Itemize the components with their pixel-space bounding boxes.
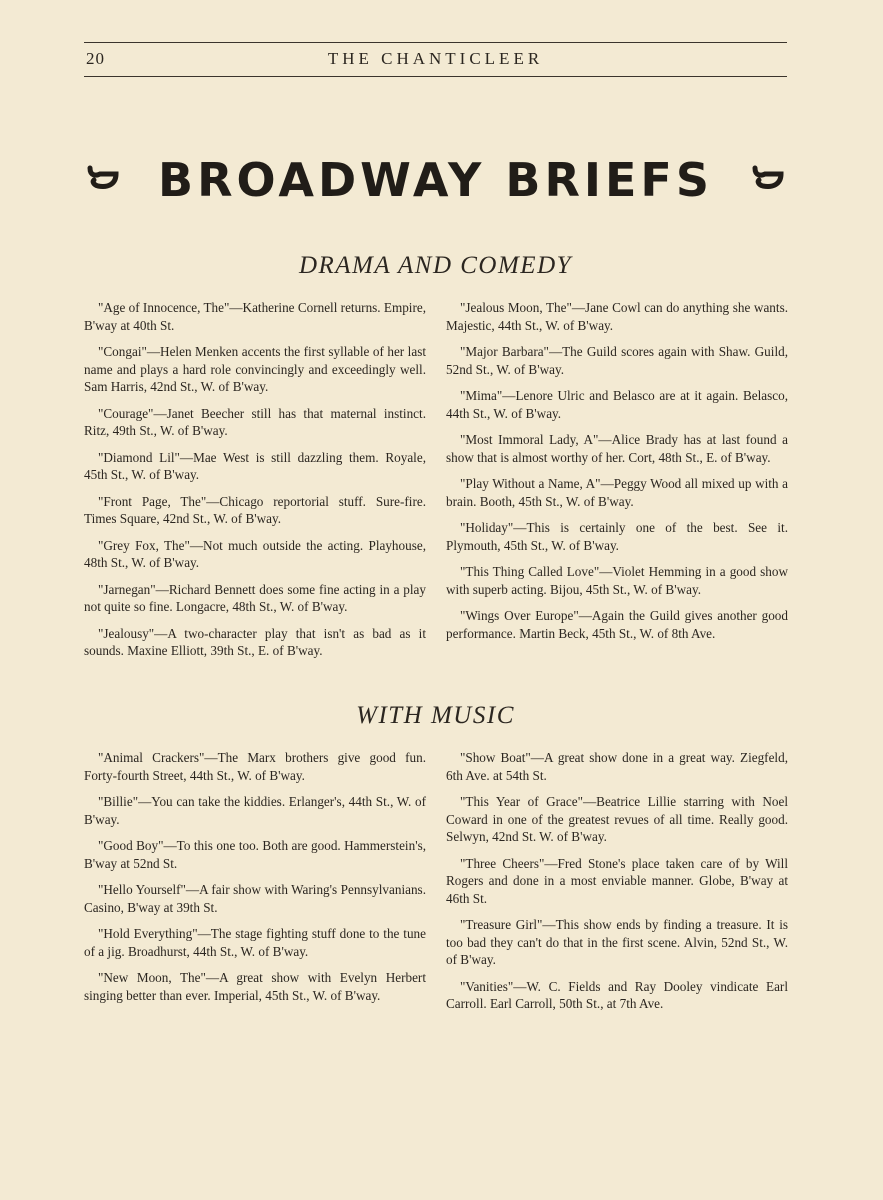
music-left-column — [84, 749, 426, 1013]
section-title-drama-comedy: DRAMA AND COMEDY — [298, 252, 573, 279]
list-item: "Show Boat"—A great show done in a great way. Ziegfeld, 6th Ave. at 54th St. — [446, 750, 788, 783]
drama-left-column — [84, 299, 426, 669]
list-item: "Hello Yourself"—A fair show with Waring's Pennsylvanians. Casino, B'way at 39th St. — [84, 882, 426, 915]
main-title: BROADWAY BRIEFS — [158, 153, 713, 207]
title-banner — [84, 150, 787, 210]
list-item: "Hold Everything"—The stage fighting stuff done to the tune of a jig. Broadhurst, 44th St., W. of B'way. — [84, 926, 426, 959]
list-item: "Billie"—You can take the kiddies. Erlanger's, 44th St., W. of B'way. — [84, 794, 426, 827]
list-item: "Most Immoral Lady, A"—Alice Brady has at last found a show that is almost worthy of her. Cort, 48th St., E. of B'way. — [446, 432, 788, 465]
list-item: "Three Cheers"—Fred Stone's place taken care of by Will Rogers and done in a most enviable manner. Globe, B'way at 46th St. — [446, 855, 788, 906]
list-item: "Good Boy"—To this one too. Both are good. Hammerstein's, B'way at 52nd St. — [84, 838, 426, 871]
list-item: "Jealous Moon, The"—Jane Cowl can do anything she wants. Majestic, 44th St., W. of B'way. — [446, 300, 788, 333]
list-item: "Holiday"—This is certainly one of the best. See it. Plymouth, 45th St., W. of B'way. — [446, 520, 788, 553]
list-item: "This Year of Grace"—Beatrice Lillie starring with Noel Coward in one of the greatest revues of all time. Really good. Selwyn, 42nd St. W. of B'way. — [446, 794, 788, 844]
list-item: "Treasure Girl"—This show ends by finding a treasure. It is too bad they can't do that in the first scene. Alvin, 52nd St., W. of B'way. — [446, 917, 788, 967]
header-rule-top — [84, 42, 787, 43]
list-item: "Play Without a Name, A"—Peggy Wood all mixed up with a brain. Booth, 45th St., W. of B'way. — [446, 476, 788, 509]
page-number: 20 — [86, 49, 105, 68]
section-title-with-music: WITH MUSIC — [356, 702, 515, 729]
list-item: "Diamond Lil"—Mae West is still dazzling them. Royale, 45th St., W. of B'way. — [84, 449, 426, 482]
drama-right-column — [446, 299, 788, 651]
publication-title: THE CHANTICLEER — [327, 49, 544, 68]
list-item: "New Moon, The"—A great show with Evelyn Herbert singing better than ever. Imperial, 45th St., W. of B'way. — [84, 970, 426, 1003]
list-item: "Jealousy"—A two-character play that isn't as bad as it sounds. Maxine Elliott, 39th St., E. of B'way. — [84, 625, 426, 658]
list-item: "Vanities"—W. C. Fields and Ray Dooley vindicate Earl Carroll. Earl Carroll, 50th St., at 7th Ave. — [446, 978, 788, 1011]
list-item: "Front Page, The"—Chicago reportorial stuff. Sure-fire. Times Square, 42nd St., W. of B'way. — [84, 493, 426, 526]
list-item: "Grey Fox, The"—Not much outside the acting. Playhouse, 48th St., W. of B'way. — [84, 537, 426, 570]
music-right-column — [446, 749, 788, 1022]
list-item: "Mima"—Lenore Ulric and Belasco are at it again. Belasco, 44th St., W. of B'way. — [446, 388, 788, 421]
list-item: "Age of Innocence, The"—Katherine Cornell returns. Empire, B'way at 40th St. — [84, 300, 427, 333]
list-item: "Congai"—Helen Menken accents the first syllable of her last name and plays a hard role convincingly and exceedingly well. Sam Harris, 42nd St., W. of B'way. — [84, 344, 426, 394]
list-item: "Jarnegan"—Richard Bennett does some fine acting in a play not quite so fine. Longacre, 48th St., W. of B'way. — [84, 581, 426, 614]
curl-ornament-icon — [751, 162, 785, 196]
list-item: "This Thing Called Love"—Violet Hemming in a good show with superb acting. Bijou, 45th St., W. of B'way. — [446, 564, 788, 597]
list-item: "Major Barbara"—The Guild scores again with Shaw. Guild, 52nd St., W. of B'way. — [446, 344, 788, 377]
list-item: "Animal Crackers"—The Marx brothers give good fun. Forty-fourth Street, 44th St., W. of B'way. — [84, 750, 426, 783]
list-item: "Wings Over Europe"—Again the Guild gives another good performance. Martin Beck, 45th St., W. of 8th Ave. — [446, 608, 788, 641]
header-rule-bottom — [84, 76, 787, 77]
list-item: "Courage"—Janet Beecher still has that maternal instinct. Ritz, 49th St., W. of B'way. — [84, 405, 426, 438]
